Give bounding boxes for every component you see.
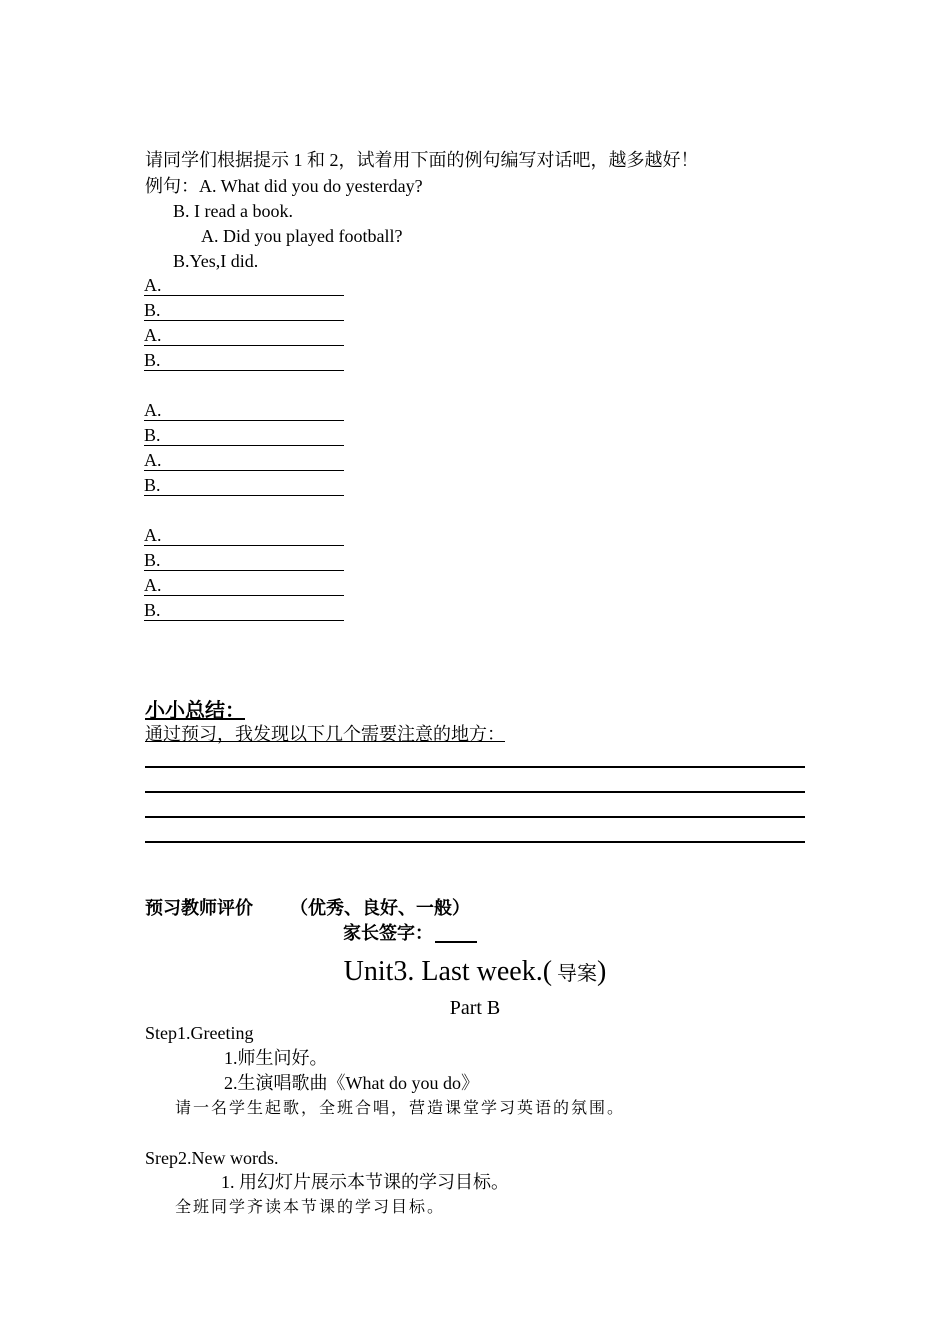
step1-item-2: 2.生演唱歌曲《What do you do》	[224, 1073, 479, 1093]
step1-item-1: 1.师生问好。	[224, 1048, 328, 1068]
dialogue-blank-b[interactable]: B.	[144, 425, 344, 446]
guide-title	[0, 955, 950, 991]
example-line-3: A. Did you played football?	[201, 226, 403, 246]
evaluation-options: （优秀、良好、一般）	[290, 898, 470, 918]
writing-line[interactable]	[145, 841, 805, 843]
example-line-2: B. I read a book.	[173, 201, 293, 221]
dialogue-blank-a[interactable]: A.	[144, 575, 344, 596]
parent-signature-label: 家长签字：	[343, 923, 433, 943]
summary-prompt: 通过预习，我发现以下几个需要注意的地方：	[145, 724, 505, 744]
dialogue-blank-a[interactable]: A.	[144, 400, 344, 421]
dialogue-blank-b[interactable]: B.	[144, 550, 344, 571]
step2-note: 全班同学齐读本节课的学习目标。	[175, 1197, 446, 1216]
dialogue-blank-a[interactable]: A.	[144, 325, 344, 346]
guide-title-en: Unit3. Last week.(	[343, 956, 553, 987]
part-label: Part B	[449, 997, 501, 1019]
writing-line[interactable]	[145, 766, 805, 768]
step1-note: 请一名学生起歌，全班合唱，营造课堂学习英语的氛围。	[175, 1098, 626, 1117]
parent-signature-field[interactable]	[435, 923, 477, 943]
instruction-text: 请同学们根据提示 1 和 2，试着用下面的例句编写对话吧，越多越好！	[145, 150, 699, 170]
summary-heading: 小小总结：	[145, 700, 245, 722]
dialogue-blank-b[interactable]: B.	[144, 350, 344, 371]
dialogue-blank-b[interactable]: B.	[144, 600, 344, 621]
example-line-4: B.Yes,I did.	[173, 251, 259, 271]
example-line-1: 例句：A. What did you do yesterday?	[145, 176, 423, 196]
step1-heading: Step1.Greeting	[145, 1023, 254, 1043]
writing-line[interactable]	[145, 816, 805, 818]
guide-title-cn: 导案	[552, 963, 598, 985]
writing-line[interactable]	[145, 791, 805, 793]
teacher-evaluation-label: 预习教师评价	[145, 898, 253, 918]
step2-item-1: 1. 用幻灯片展示本节课的学习目标。	[221, 1172, 509, 1192]
dialogue-blank-a[interactable]: A.	[144, 275, 344, 296]
dialogue-blank-b[interactable]: B.	[144, 300, 344, 321]
step2-heading: Srep2.New words.	[145, 1148, 279, 1168]
dialogue-blank-b[interactable]: B.	[144, 475, 344, 496]
dialogue-blank-a[interactable]: A.	[144, 525, 344, 546]
parent-signature	[343, 923, 477, 943]
guide-title-close: )	[597, 956, 607, 987]
dialogue-blank-a[interactable]: A.	[144, 450, 344, 471]
